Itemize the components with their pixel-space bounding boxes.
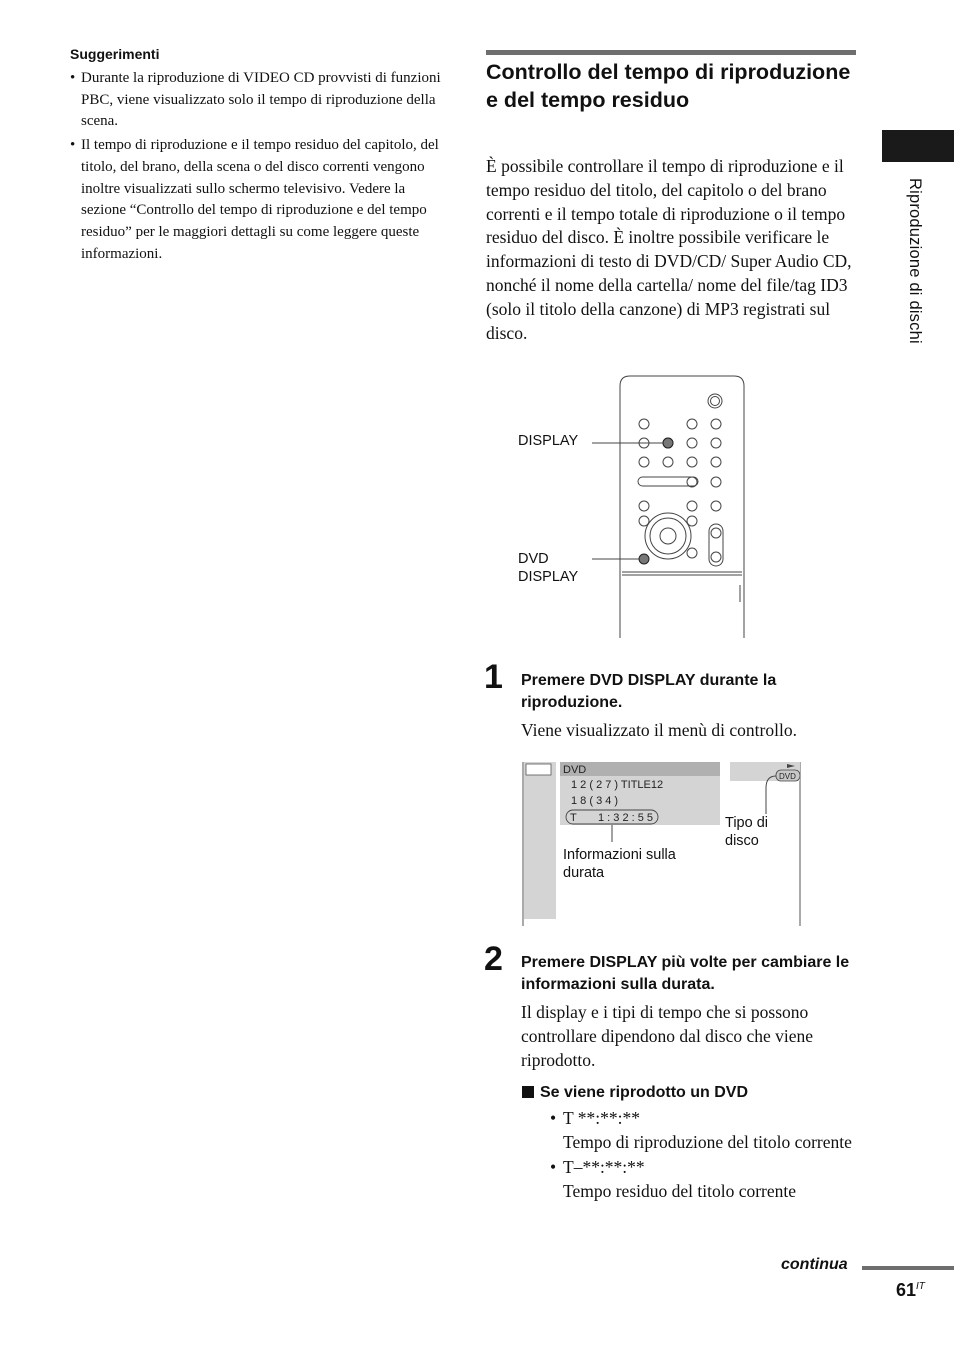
callout-time-line1: Informazioni sulla xyxy=(563,847,676,863)
remote-control-illustration xyxy=(510,370,760,640)
page-number xyxy=(896,1280,925,1301)
tips-title: Suggerimenti xyxy=(70,46,160,62)
screen-title-line: 1 2 ( 2 7 ) TITLE12 xyxy=(571,779,664,791)
step-body: Viene visualizzato il menù di controllo. xyxy=(521,720,797,740)
heading-rule xyxy=(486,50,856,55)
tip-text: Durante la riproduzione di VIDEO CD provvisti di funzioni PBC, viene visualizzato solo il tempo di riproduzione della scena. xyxy=(81,70,441,130)
step-number: 2 xyxy=(484,940,503,978)
step-body: Il display e i tipi di tempo che si possono controllare dipendono dal disco che viene riprodotto. xyxy=(521,1002,814,1070)
dvd-display-label-line2: DISPLAY xyxy=(518,569,579,585)
continua-label: continua xyxy=(781,1256,848,1273)
time-description: Tempo di riproduzione del titolo corrente xyxy=(563,1132,852,1153)
callout-disc-line2: disco xyxy=(725,833,759,849)
tips-list xyxy=(70,68,442,267)
section-heading: Controllo del tempo di riproduzione e del tempo residuo xyxy=(486,60,851,112)
bullet-icon: • xyxy=(550,1108,557,1128)
step-number: 1 xyxy=(484,658,503,696)
square-bullet-icon xyxy=(522,1086,534,1098)
screen-time-value: 1 : 3 2 : 5 5 xyxy=(598,812,654,824)
continua-rule xyxy=(862,1266,954,1270)
dvd-subheading xyxy=(522,1084,748,1102)
list-item xyxy=(550,1106,870,1130)
side-tab-label: Riproduzione di dischi xyxy=(906,178,924,344)
tip-text: Il tempo di riproduzione e il tempo residuo del capitolo, del titolo, del brano, della scena o del disco correnti vengono inoltre visualizzati sullo schermo televisivo. Vedere la sezione “Controllo del tempo di riproduzione e del tempo residuo” per le maggiori dettagli su come leggere queste informazioni. xyxy=(81,137,439,262)
bullet-icon: • xyxy=(70,70,76,86)
dvd-time-list xyxy=(550,1106,870,1203)
screen-disc-icon: DVD xyxy=(779,772,796,781)
control-menu-screen xyxy=(522,760,802,926)
bullet-icon: • xyxy=(70,137,76,154)
screen-chapter-line: 1 8 ( 3 4 ) xyxy=(571,795,619,807)
page-number-suffix: IT xyxy=(916,1281,925,1292)
bullet-icon: • xyxy=(550,1156,557,1177)
list-item xyxy=(550,1155,870,1179)
step-title: Premere DISPLAY più volte per cambiare le informazioni sulla durata. xyxy=(521,954,850,993)
callout-time-line2: durata xyxy=(563,865,605,881)
time-code: T–**:**:** xyxy=(563,1156,645,1177)
tip-item xyxy=(70,68,442,133)
screen-disc-label: DVD xyxy=(563,764,587,776)
page-number-value: 61 xyxy=(896,1280,917,1300)
tip-item xyxy=(70,135,442,265)
dvd-display-label-line1: DVD xyxy=(518,551,549,567)
dvd-subheading-text: Se viene riprodotto un DVD xyxy=(540,1084,749,1101)
time-code: T **:**:** xyxy=(563,1108,640,1128)
time-description: Tempo residuo del titolo corrente xyxy=(563,1180,797,1201)
callout-disc-line1: Tipo di xyxy=(725,815,768,831)
screen-time-prefix: T xyxy=(570,812,577,824)
display-label: DISPLAY xyxy=(518,433,579,449)
step-title: Premere DVD DISPLAY durante la riproduzione. xyxy=(521,672,777,711)
side-tab-marker xyxy=(882,130,954,162)
section-intro: È possibile controllare il tempo di riproduzione e il tempo residuo del titolo, del capitolo o del brano correnti e il tempo totale di riproduzione o il tempo residuo del disco. È inoltre possibile verificare le informazioni di testo di DVD/CD/ Super Audio CD, nonché il nome della cartella/ nome del file/tag ID3 (solo il titolo della canzone) di MP3 registrati sul disco. xyxy=(486,156,852,343)
